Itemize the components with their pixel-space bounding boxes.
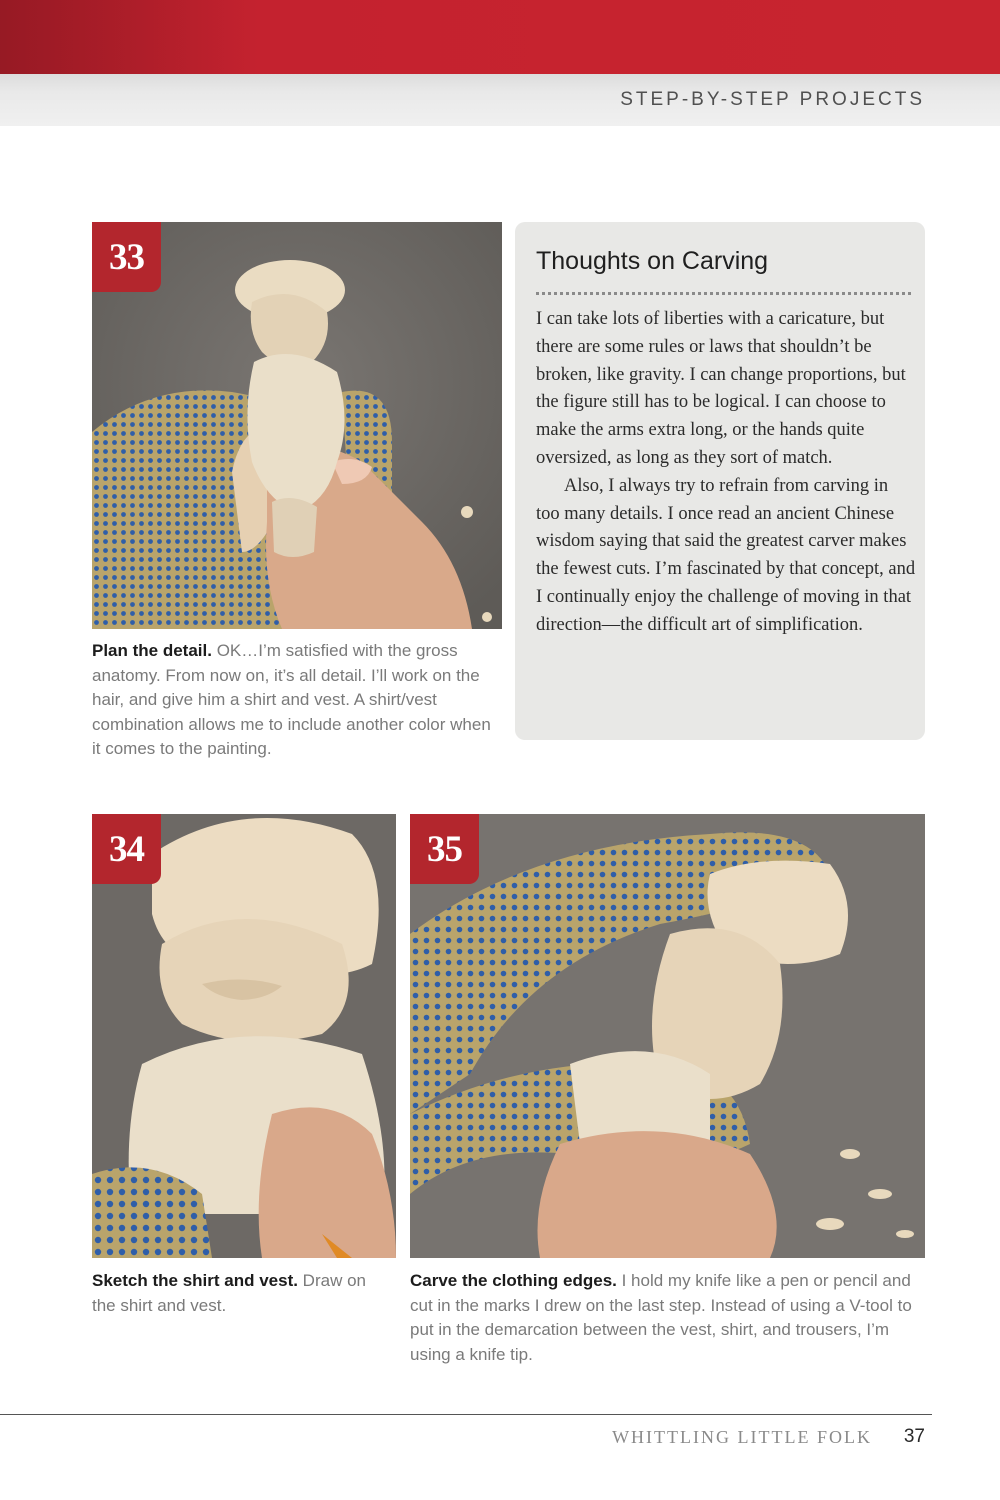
step-35-photo (410, 814, 925, 1258)
step-34-badge: 34 (92, 814, 161, 884)
step-35-caption-lead: Carve the clothing edges. (410, 1271, 617, 1290)
page-number: 37 (903, 1426, 925, 1447)
step-35-badge: 35 (410, 814, 479, 884)
step-34-caption-text: Draw on the shirt and vest. (92, 1271, 366, 1315)
sidebar-dotted-divider (536, 292, 911, 295)
step-35-caption (410, 1269, 915, 1367)
step-34-caption (92, 1269, 392, 1318)
sidebar-paragraph: Also, I always try to refrain from carving in too many details. I once read an ancient Chinese wisdom saying that said the greatest carver makes the fewest cuts. I’m fascinated by that concept, and I continually enjoy the challenge of moving in that direction—the difficult art of simplification. (536, 475, 916, 635)
step-34-caption-lead: Sketch the shirt and vest. (92, 1271, 298, 1290)
footer-book-title: WHITTLING LITTLE FOLK (612, 1427, 872, 1447)
sidebar-body (536, 306, 916, 640)
footer-divider (0, 1414, 932, 1415)
header-color-band (0, 0, 1000, 74)
sidebar-title: Thoughts on Carving (536, 247, 769, 275)
sidebar-paragraph: I can take lots of liberties with a caricature, but there are some rules or laws that shouldn’t be broken, like gravity. I can change proportions, but the figure still has to be logical. I can choose to make the arms extra long, or the hands quite oversized, as long as they sort of match. (536, 309, 906, 468)
section-title: STEP-BY-STEP PROJECTS (620, 89, 925, 110)
step-35-caption-text: I hold my knife like a pen or pencil and cut in the marks I drew on the last step. Instead of using a V-tool to put in the demarcation between the vest, shirt, and trousers, I’m using a knife tip. (410, 1271, 912, 1364)
step-33-caption-text: OK…I’m satisfied with the gross anatomy. From now on, it’s all detail. I’ll work on the hair, and give him a shirt and vest. A shirt/vest combination allows me to include another color when it comes to the painting. (92, 641, 491, 758)
step-33-photo (92, 222, 502, 629)
step-34-photo (92, 814, 396, 1258)
step-33-caption (92, 639, 492, 762)
carving-photo-image (410, 814, 925, 1258)
thoughts-on-carving-sidebar (515, 222, 925, 740)
step-33-badge: 33 (92, 222, 161, 292)
step-33-caption-lead: Plan the detail. (92, 641, 212, 660)
